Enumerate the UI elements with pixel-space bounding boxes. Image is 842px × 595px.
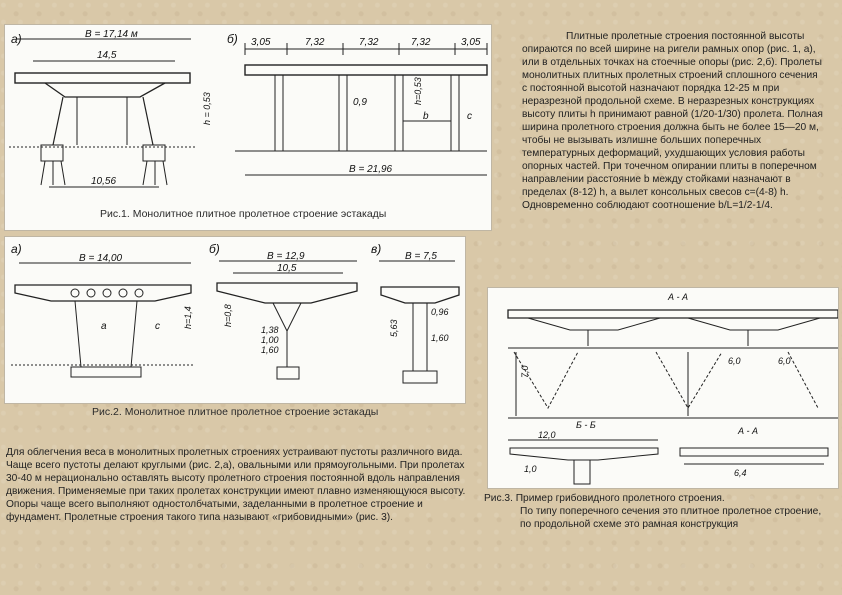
fig3-dim-6: 6,0 — [728, 356, 741, 366]
figure-3-panel — [487, 287, 839, 489]
fig2-b-dim-2: 1,00 — [261, 335, 279, 345]
fig1-a-base: 10,56 — [91, 176, 117, 187]
fig3-dim-12: 12,0 — [538, 430, 556, 440]
fig3-dim-70: 7,0 — [520, 365, 530, 378]
fig1-b-label: б) — [227, 32, 238, 46]
fig3-caption-body: По типу поперечного сечения это плитное пролетное строение, по продольной схеме это рамная конструкция — [520, 506, 822, 530]
fig1-a-label: а) — [11, 32, 22, 46]
fig1-b-span-3: 7,32 — [359, 37, 379, 48]
fig2-a-a: а — [101, 321, 107, 332]
left-body-text — [6, 446, 472, 524]
figure-3-caption — [484, 492, 824, 531]
fig1-b-span-5: 3,05 — [461, 37, 481, 48]
fig1-a-h: h = 0,53 — [202, 92, 212, 125]
fig1-b-d: 0,9 — [353, 97, 367, 108]
fig3-dim-64: 6,4 — [734, 468, 747, 478]
fig2-a-c: с — [155, 321, 160, 332]
figure-2-drawing — [5, 237, 465, 403]
fig2-b-label: б) — [209, 242, 220, 256]
fig2-b-h: h=0,8 — [223, 304, 233, 327]
fig2-a-label: а) — [11, 242, 22, 256]
fig1-b-c: c — [467, 111, 472, 122]
figure-1-caption: Рис.1. Монолитное плитное пролетное строение эстакады — [100, 208, 387, 220]
fig2-c-dim-1: 0,96 — [431, 307, 449, 317]
left-paragraph: Для облегчения веса в монолитных пролетных строениях устраивают пустоты различного вида. Чаще всего пустоты делают круглыми (рис. 2,а), овальными или прямоугольными. При пролетах 30-40 м нерационально оставлять высоту пролетного строения постоянной вдоль направления движения. Применяемые при таких пролетах конструкции имеют плавно изменяющуюся высоту. Опоры чаще всего выполняют одностолбчатыми, заделанными в пролетное строение и фундамент. Пролетные строения такого типа называют «грибовидными» (рис. 3). — [6, 447, 466, 523]
figure-2-caption: Рис.2. Монолитное плитное пролетное строение эстакады — [92, 406, 379, 418]
fig1-b-b: b — [423, 111, 429, 122]
fig3-b-b: Б - Б — [576, 420, 596, 430]
fig2-a-h: h=1,4 — [183, 306, 193, 329]
right-paragraph: Плитные пролетные строения постоянной высоты опираются по всей ширине на ригели рамных опор (рис. 1, а), или в отдельных точках на стоечные опоры (рис. 2,б). Пролеты монолитных плитных пролетных строений сплошного сечения с постоянной высотой назначают порядка 12-25 м при неразрезной продольной схеме. В неразрезных конструкциях высоту плиты h принимают равной (1/20-1/30) пролета. Полная ширина пролетного строения должна быть не более 15—20 м, чтобы не вызывать излишне больших поперечных температурных деформаций, ухудшающих условия работы опорных частей. При точечном опирании плиты в поперечном направлении расстояние b между стойками назначают в пределах (8-12) h, а вылет консольных свесов c=(4-8) h. Одновременно соблюдают соотношение b/L=1/2-1/4. — [522, 31, 823, 211]
fig2-c-B: В = 7,5 — [405, 251, 437, 262]
fig1-b-span-2: 7,32 — [305, 37, 325, 48]
fig1-b-h: h=0,53 — [413, 77, 423, 105]
fig2-c-dim-2: 1,60 — [431, 333, 449, 343]
fig2-b-B: В = 12,9 — [267, 251, 305, 262]
fig2-a-B: В = 14,00 — [79, 253, 123, 264]
fig2-c-dim-3: 5,63 — [389, 319, 399, 337]
fig3-a-a: А - А — [668, 292, 689, 302]
fig2-b-dim-3: 1,60 — [261, 345, 279, 355]
fig3-caption-title: Рис.3. Пример грибовидного пролетного строения. — [484, 493, 725, 504]
figure-2-panel — [4, 236, 466, 404]
right-body-text — [522, 30, 824, 212]
fig3-a-a-2: А - А — [738, 426, 759, 436]
fig2-c-label: в) — [371, 242, 382, 256]
figure-1-drawing — [5, 25, 491, 230]
fig1-a-B: В = 17,14 м — [85, 29, 138, 40]
fig1-b-span-4: 7,32 — [411, 37, 431, 48]
fig1-b-span-1: 3,05 — [251, 37, 271, 48]
figure-3-drawing — [488, 288, 838, 488]
fig3-dim-1: 1,0 — [524, 464, 537, 474]
fig2-b-width: 10,5 — [277, 263, 297, 274]
fig2-b-dim-1: 1,38 — [261, 325, 279, 335]
fig3-dim-6b: 6,0 — [778, 356, 791, 366]
fig1-b-B: В = 21,96 — [349, 164, 393, 175]
fig1-a-width: 14,5 — [97, 50, 117, 61]
figure-1-panel — [4, 24, 492, 231]
